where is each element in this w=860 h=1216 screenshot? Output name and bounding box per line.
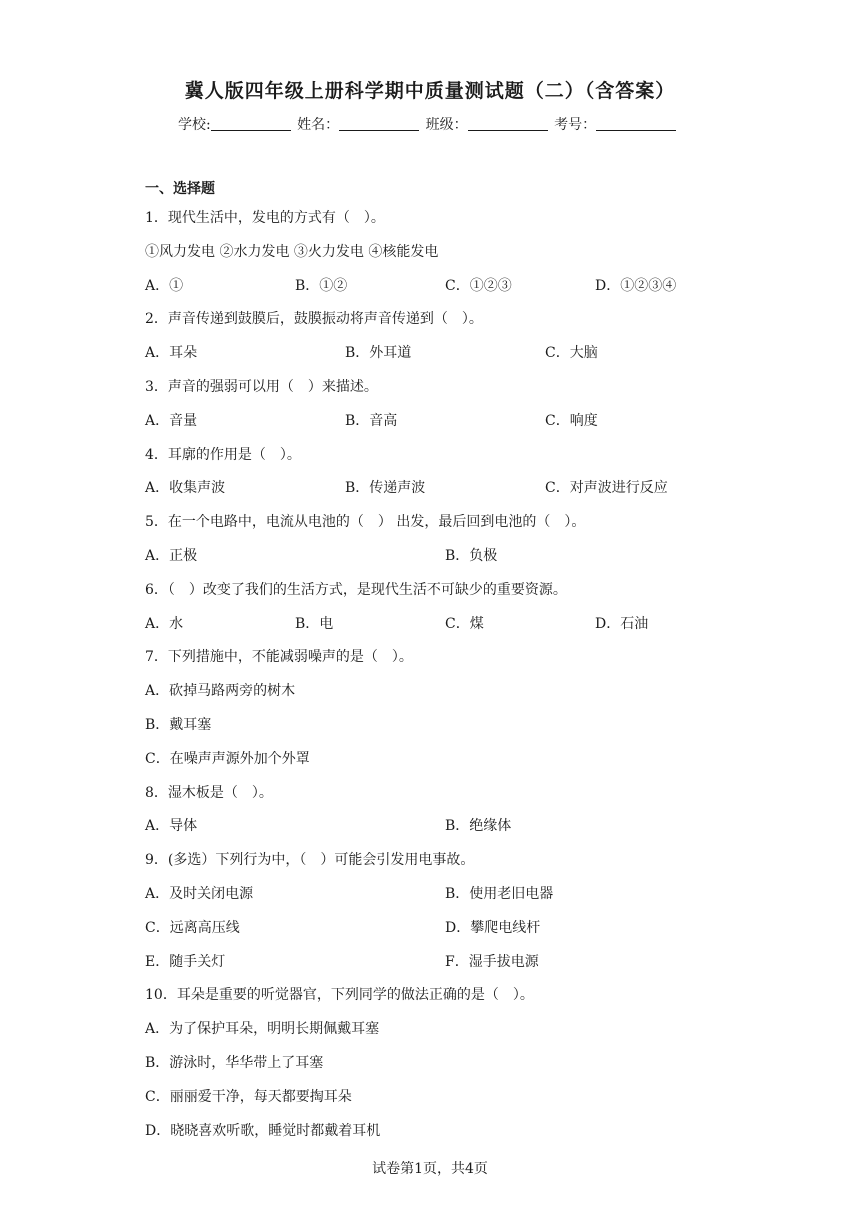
option-f[interactable]: F．湿手拔电源	[445, 953, 539, 970]
option-b[interactable]: B．音高	[345, 412, 398, 429]
question-stem: 2．声音传递到鼓膜后，鼓膜振动将声音传递到（ ）。	[145, 311, 483, 328]
school-label: 学校:	[178, 117, 211, 133]
question-stem: 6．（ ）改变了我们的生活方式，是现代生活不可缺少的重要资源。	[145, 581, 567, 598]
option-a[interactable]: A．①	[145, 277, 184, 294]
option-c[interactable]: C．响度	[545, 412, 598, 429]
option-row	[145, 337, 725, 371]
option-row	[145, 810, 725, 844]
option-b[interactable]: B．电	[295, 615, 334, 632]
option-b[interactable]: B．传递声波	[345, 480, 426, 497]
class-blank[interactable]	[468, 116, 548, 131]
option-b[interactable]: B．戴耳塞	[145, 716, 212, 733]
question-stem: 5．在一个电路中，电流从电池的（ ） 出发，最后回到电池的（ ）。	[145, 514, 586, 531]
option-a[interactable]: A．为了保护耳朵，明明长期佩戴耳塞	[145, 1021, 380, 1038]
school-blank[interactable]	[211, 116, 291, 131]
option-row	[145, 270, 725, 304]
option-c[interactable]: C．①②③	[445, 277, 512, 294]
option-row	[145, 472, 725, 506]
option-a[interactable]: A．耳朵	[145, 345, 198, 362]
question-stem: 10．耳朵是重要的听觉器官，下列同学的做法正确的是（ ）。	[145, 987, 534, 1004]
student-info-line	[178, 114, 678, 134]
exam-title: 冀人版四年级上册科学期中质量测试题（二）（含答案）	[184, 80, 676, 102]
option-c[interactable]: C．大脑	[545, 345, 598, 362]
page-footer: 试卷第1页，共4页	[372, 1161, 488, 1177]
question-stem: 7．下列措施中，不能减弱噪声的是（ ）。	[145, 649, 413, 666]
question-stem: 1．现代生活中，发电的方式有（ ）。	[145, 210, 385, 226]
option-a[interactable]: A．音量	[145, 412, 198, 429]
option-a[interactable]: A．砍掉马路两旁的树木	[145, 683, 296, 700]
number-label: 考号：	[554, 117, 597, 133]
option-row	[145, 540, 725, 574]
question-stem: 8．湿木板是（ ）。	[145, 784, 273, 801]
option-c[interactable]: C．在噪声声源外加个外罩	[145, 750, 310, 767]
name-label: 姓名：	[297, 117, 340, 133]
option-d[interactable]: D．晓晓喜欢听歌，睡觉时都戴着耳机	[145, 1122, 381, 1139]
option-b[interactable]: B．使用老旧电器	[445, 885, 554, 902]
option-c[interactable]: C．煤	[445, 615, 484, 632]
name-blank[interactable]	[339, 116, 419, 131]
option-row	[145, 878, 725, 912]
option-c[interactable]: C．对声波进行反应	[545, 480, 668, 497]
number-blank[interactable]	[596, 116, 676, 131]
question-stem: 3．声音的强弱可以用（ ）来描述。	[145, 378, 378, 395]
option-b[interactable]: B．外耳道	[345, 345, 412, 362]
option-row	[145, 608, 725, 642]
option-row	[145, 912, 725, 946]
question-stem: 4．耳廓的作用是（ ）。	[145, 446, 301, 463]
option-c[interactable]: C．远离高压线	[145, 919, 240, 936]
option-b[interactable]: B．绝缘体	[445, 818, 512, 835]
option-a[interactable]: A．正极	[145, 547, 198, 564]
option-d[interactable]: D．石油	[595, 615, 649, 632]
option-a[interactable]: A．水	[145, 615, 184, 632]
option-b[interactable]: B．游泳时，华华带上了耳塞	[145, 1054, 324, 1071]
option-a[interactable]: A．导体	[145, 818, 198, 835]
class-label: 班级：	[425, 117, 468, 133]
option-row	[145, 405, 725, 439]
option-row	[145, 946, 725, 980]
option-c[interactable]: C．丽丽爱干净，每天都要掏耳朵	[145, 1088, 352, 1105]
option-b[interactable]: B．负极	[445, 547, 498, 564]
question-list	[145, 176, 725, 1148]
option-b[interactable]: B．①②	[295, 277, 348, 294]
section-title: 一、选择题	[145, 181, 215, 197]
option-d[interactable]: D．①②③④	[595, 277, 677, 294]
question-extra: ①风力发电 ②水力发电 ③火力发电 ④核能发电	[145, 243, 439, 260]
option-a[interactable]: A．及时关闭电源	[145, 885, 254, 902]
option-e[interactable]: E．随手关灯	[145, 953, 226, 970]
option-a[interactable]: A．收集声波	[145, 480, 226, 497]
question-stem: 9．(多选）下列行为中，（ ）可能会引发用电事故。	[145, 852, 475, 869]
option-d[interactable]: D．攀爬电线杆	[445, 919, 541, 936]
